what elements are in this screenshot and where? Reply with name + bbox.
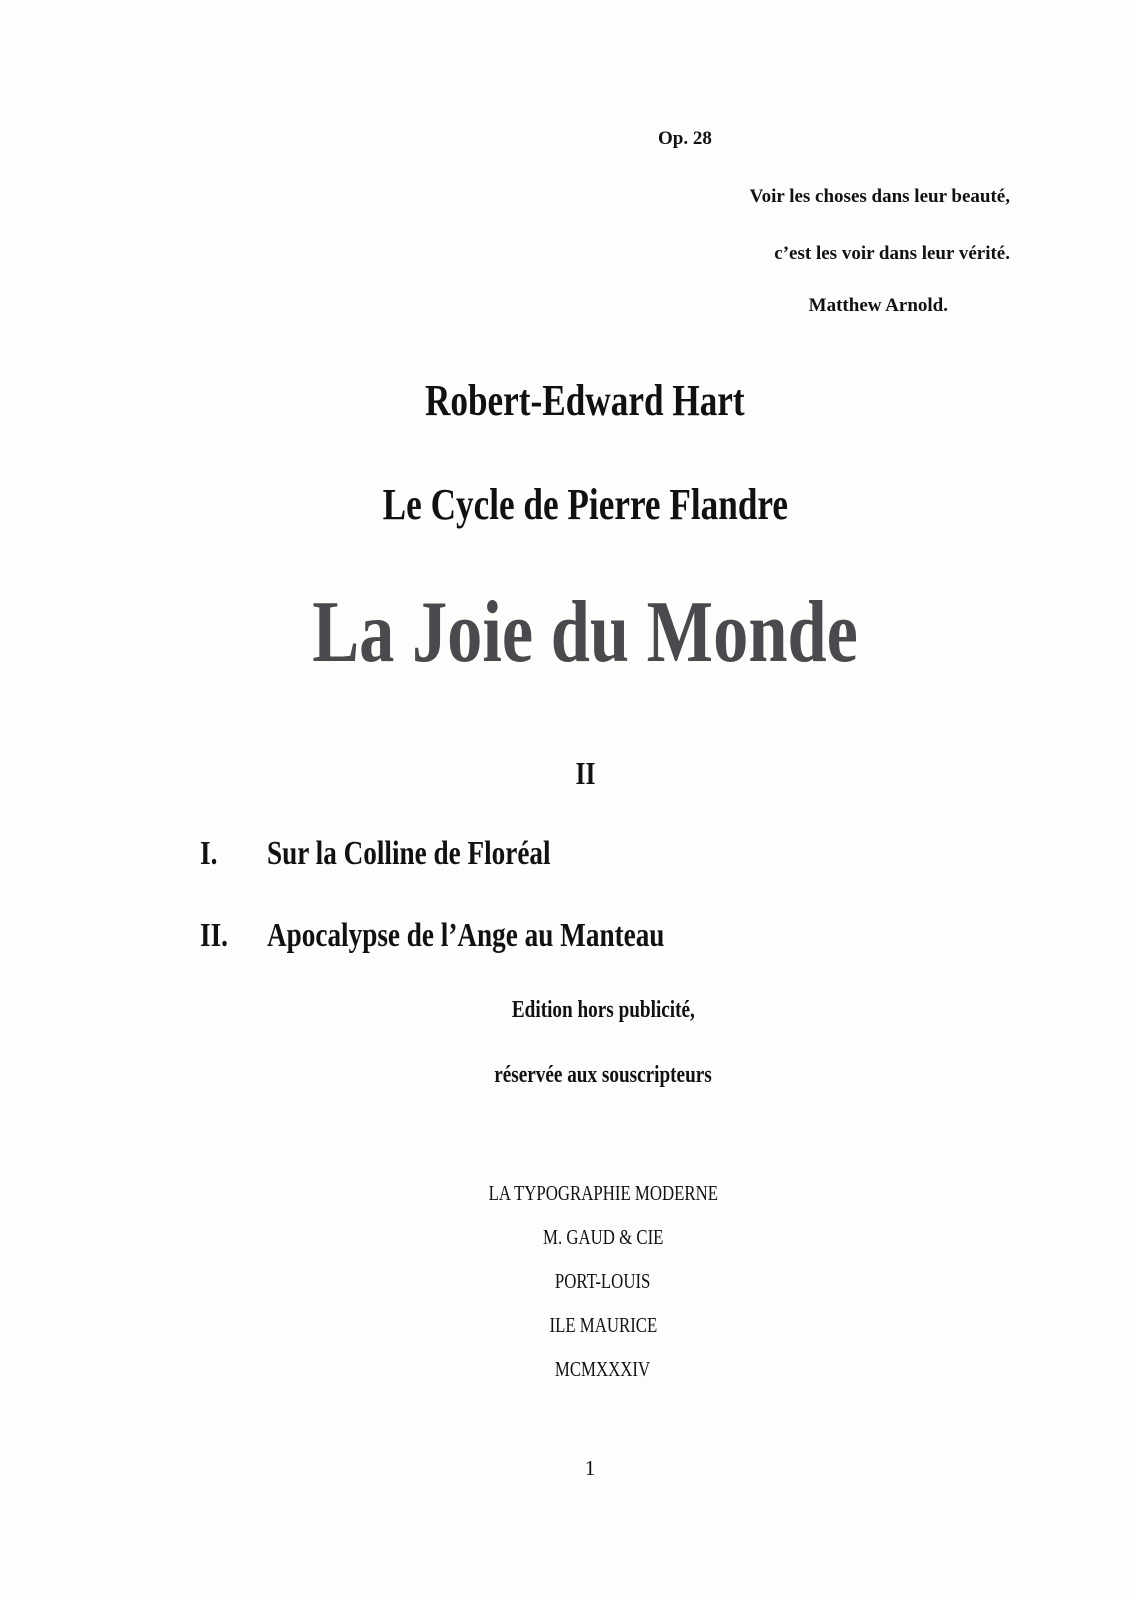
- contents-label-wrap: [267, 917, 764, 955]
- author-name: Robert-Edward Hart: [425, 376, 745, 425]
- contents-numeral: I.: [200, 835, 218, 872]
- contents-item: [200, 835, 222, 873]
- epigraph-line-2: c’est les voir dans leur vérité.: [774, 243, 1010, 264]
- imprint-line: LA TYPOGRAPHIE MODERNE: [488, 1181, 718, 1205]
- imprint-line: ILE MAURICE: [549, 1313, 657, 1337]
- contents-label-wrap: [267, 835, 621, 873]
- contents-label: Apocalypse de l’Ange au Manteau: [267, 917, 665, 954]
- epigraph-attribution: Matthew Arnold.: [808, 295, 948, 316]
- contents-label: Sur la Colline de Floréal: [267, 835, 551, 872]
- contents-item: [200, 917, 235, 955]
- edition-line-1: Edition hors publicité,: [511, 997, 695, 1023]
- opus-number: Op. 28: [658, 128, 712, 149]
- cycle-title: Le Cycle de Pierre Flandre: [382, 480, 788, 529]
- imprint-line: MCMXXXIV: [555, 1357, 651, 1381]
- epigraph-line-1: Voir les choses dans leur beauté,: [749, 186, 1010, 207]
- imprint-line: PORT-LOUIS: [555, 1269, 651, 1293]
- imprint-line: M. GAUD & CIE: [542, 1225, 664, 1249]
- edition-line-2: réservée aux souscripteurs: [494, 1062, 712, 1088]
- volume-number: II: [575, 755, 595, 791]
- book-title: La Joie du Monde: [312, 584, 858, 681]
- page-number: 1: [584, 1456, 596, 1480]
- contents-numeral: II.: [200, 917, 228, 954]
